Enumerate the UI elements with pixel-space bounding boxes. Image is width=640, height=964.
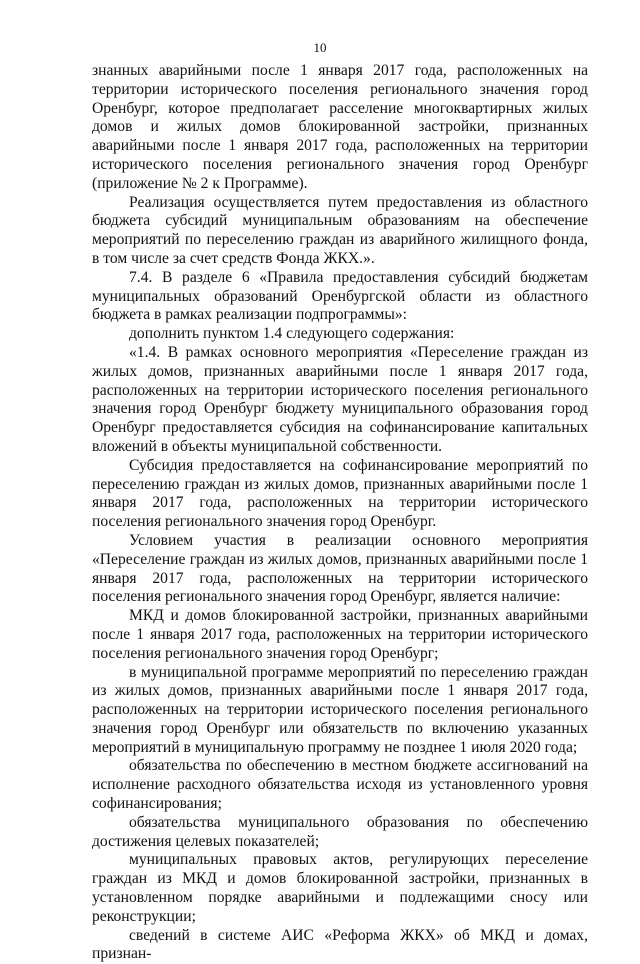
paragraph-condition-legal-acts: муниципальных правовых актов, регулирующих переселение граждан из МКД и домов блокированной застройки, признанных в установленном порядке аварийными и подлежащими сносу или реконструкции;	[92, 851, 588, 925]
page-number: 10	[313, 40, 327, 55]
paragraph-condition-mkd: МКД и домов блокированной застройки, признанных аварийными после 1 января 2017 года, расположенных на территории исторического поселения регионального значения город Оренбург;	[92, 607, 588, 662]
paragraph-condition: Условием участия в реализации основного мероприятия «Переселение граждан из жилых домов, признанных аварийными после 1 января 2017 года, расположенных на территории исторического поселения регионального значения город Оренбург, является наличие:	[92, 531, 588, 606]
paragraph-section-7-4: 7.4. В разделе 6 «Правила предоставления субсидий бюджетам муниципальных образований Оренбургской области из областного бюджета в рамках реализации подпрограммы»:	[92, 268, 588, 324]
paragraph-condition-program: в муниципальной программе мероприятий по переселению граждан из жилых домов, признанных аварийными после 1 января 2017 года, расположенных на территории исторического поселения регионального значения город Оренбург или обязательств по включению указанных мероприятий в муниципальную программу не позднее 1 июля 2020 года;	[92, 663, 588, 756]
paragraph-condition-targets: обязательства муниципального образования по обеспечению достижения целевых показателей;	[92, 813, 588, 850]
paragraph-continuation: знанных аварийными после 1 января 2017 года, расположенных на территории исторического поселения регионального значения город Оренбург, которое предполагает расселение многоквартирных жилых домов и жилых домов блокированной застройки, признанных аварийными после 1 января 2017 года, расположенных на территории исторического поселения регионального значения город Оренбург (приложение № 2 к Программе).	[92, 62, 588, 192]
paragraph-item-1-4: «1.4. В рамках основного мероприятия «Переселение граждан из жилых домов, признанных аварийными после 1 января 2017 года, расположенных на территории исторического поселения регионального значения город Оренбург бюджету муниципального образования город Оренбург предоставляется субсидия на софинансирование капитальных вложений в объекты муниципальной собственности.	[92, 343, 588, 455]
paragraph-implementation: Реализация осуществляется путем предоставления из областного бюджета субсидий муниципальным образованиям на обеспечение мероприятий по переселению граждан из аварийного жилищного фонда, в том числе за счет средств Фонда ЖКХ.».	[92, 193, 588, 267]
paragraph-condition-ais: сведений в системе АИС «Реформа ЖКХ» об МКД и домах, признан-	[92, 926, 588, 963]
document-body	[92, 62, 588, 964]
paragraph-add-item: дополнить пунктом 1.4 следующего содержания:	[129, 325, 455, 343]
paragraph-subsidy: Субсидия предоставляется на софинансирование мероприятий по переселению граждан из жилых домов, признанных аварийными после 1 января 2017 года, расположенных на территории исторического поселения регионального значения город Оренбург.	[92, 456, 588, 531]
paragraph-condition-budget: обязательства по обеспечению в местном бюджете ассигнований на исполнение расходного обязательства исходя из установленного уровня софинансирования;	[92, 757, 588, 813]
